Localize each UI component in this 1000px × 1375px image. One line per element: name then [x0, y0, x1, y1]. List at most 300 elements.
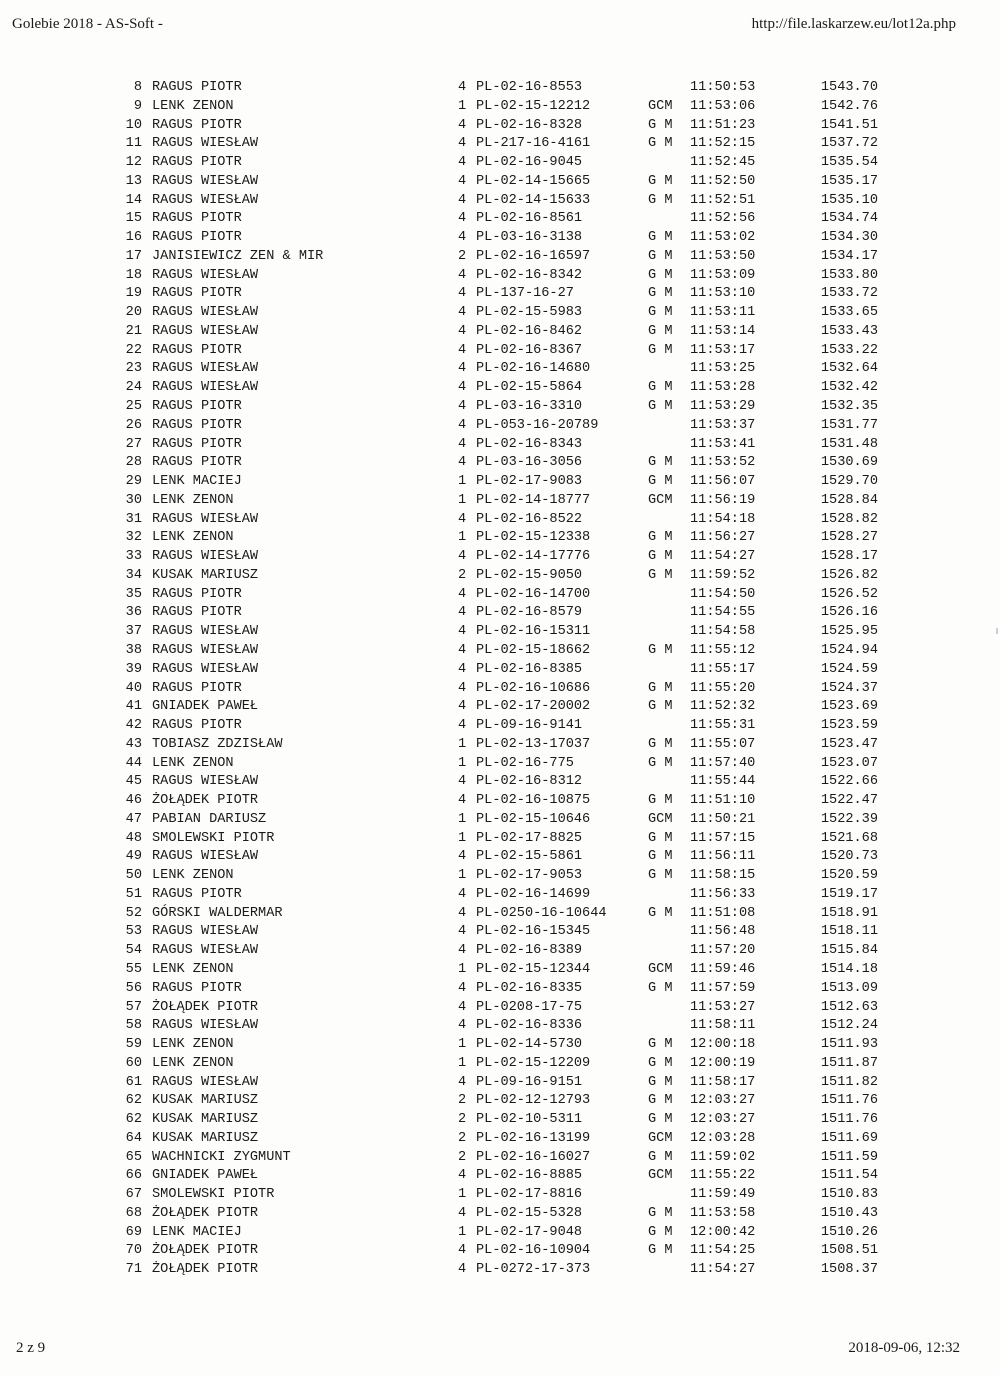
row-flag: G M — [648, 230, 673, 246]
row-arrival-time: 11:54:55 — [690, 605, 756, 621]
row-count: 4 — [458, 624, 467, 640]
row-position: 59 — [125, 1037, 142, 1053]
row-count: 2 — [458, 1130, 467, 1146]
row-flag: G M — [648, 905, 673, 921]
row-fancier-name: SMOLEWSKI PIOTR — [152, 830, 275, 846]
row-fancier-name: ŻOŁĄDEK PIOTR — [152, 793, 259, 809]
row-position: 57 — [125, 999, 142, 1015]
row-speed: 1523.59 — [820, 718, 878, 734]
table-row — [0, 736, 1000, 755]
row-arrival-time: 11:52:45 — [690, 155, 756, 171]
row-position: 19 — [125, 286, 142, 302]
row-arrival-time: 11:51:23 — [690, 117, 756, 133]
row-flag: G M — [648, 549, 673, 565]
row-ring-number: PL-02-16-8579 — [476, 605, 583, 621]
row-arrival-time: 11:52:51 — [690, 192, 756, 208]
row-count: 4 — [458, 718, 467, 734]
row-ring-number: PL-02-15-5861 — [476, 849, 583, 865]
table-row — [0, 529, 1000, 548]
row-count: 4 — [458, 342, 467, 358]
row-ring-number: PL-02-16-16597 — [476, 248, 591, 264]
row-count: 4 — [458, 267, 467, 283]
row-count: 4 — [458, 192, 467, 208]
row-count: 1 — [458, 1037, 467, 1053]
row-flag: GCM — [648, 1130, 673, 1146]
row-speed: 1528.82 — [820, 511, 878, 527]
row-flag: G M — [648, 305, 673, 321]
row-arrival-time: 11:59:49 — [690, 1187, 756, 1203]
row-count: 4 — [458, 436, 467, 452]
row-arrival-time: 11:52:56 — [690, 211, 756, 227]
table-row — [0, 642, 1000, 661]
row-speed: 1508.37 — [820, 1262, 878, 1278]
row-ring-number: PL-02-17-9083 — [476, 474, 583, 490]
row-fancier-name: RAGUS PIOTR — [152, 980, 242, 996]
row-flag: G M — [648, 173, 673, 189]
row-fancier-name: RAGUS WIESŁAW — [152, 849, 259, 865]
row-flag: G M — [648, 755, 673, 771]
row-ring-number: PL-02-15-12212 — [476, 98, 591, 114]
row-position: 49 — [125, 849, 142, 865]
row-flag: G M — [648, 380, 673, 396]
table-row — [0, 773, 1000, 792]
row-position: 46 — [125, 793, 142, 809]
row-arrival-time: 11:55:44 — [690, 774, 756, 790]
row-count: 4 — [458, 793, 467, 809]
row-ring-number: PL-03-16-3310 — [476, 399, 583, 415]
row-ring-number: PL-02-14-17776 — [476, 549, 591, 565]
row-count: 1 — [458, 736, 467, 752]
row-ring-number: PL-02-16-8385 — [476, 661, 583, 677]
row-position: 36 — [125, 605, 142, 621]
row-flag: G M — [648, 117, 673, 133]
row-position: 9 — [133, 98, 142, 114]
row-fancier-name: RAGUS PIOTR — [152, 155, 242, 171]
row-speed: 1530.69 — [820, 455, 878, 471]
row-ring-number: PL-02-16-14680 — [476, 361, 591, 377]
row-speed: 1528.84 — [820, 492, 878, 508]
table-row — [0, 210, 1000, 229]
table-row — [0, 755, 1000, 774]
row-position: 50 — [125, 868, 142, 884]
row-speed: 1534.30 — [820, 230, 878, 246]
row-arrival-time: 11:58:15 — [690, 868, 756, 884]
row-flag: GCM — [648, 98, 673, 114]
row-ring-number: PL-02-16-775 — [476, 755, 574, 771]
table-row — [0, 98, 1000, 117]
row-speed: 1519.17 — [820, 886, 878, 902]
row-speed: 1512.63 — [820, 999, 878, 1015]
row-count: 4 — [458, 305, 467, 321]
row-fancier-name: RAGUS WIESŁAW — [152, 267, 259, 283]
row-count: 2 — [458, 1149, 467, 1165]
table-row — [0, 79, 1000, 98]
row-arrival-time: 12:03:27 — [690, 1112, 756, 1128]
row-ring-number: PL-02-15-9050 — [476, 567, 583, 583]
row-ring-number: PL-02-15-10646 — [476, 811, 591, 827]
table-row — [0, 867, 1000, 886]
row-flag: G M — [648, 868, 673, 884]
row-speed: 1543.70 — [820, 80, 878, 95]
row-fancier-name: GNIADEK PAWEŁ — [152, 699, 259, 715]
row-count: 4 — [458, 642, 467, 658]
row-flag: G M — [648, 1074, 673, 1090]
row-fancier-name: KUSAK MARIUSZ — [152, 1130, 259, 1146]
row-ring-number: PL-02-16-9045 — [476, 155, 583, 171]
row-ring-number: PL-02-15-18662 — [476, 642, 591, 658]
row-ring-number: PL-02-16-8462 — [476, 323, 583, 339]
row-fancier-name: LENK ZENON — [152, 1037, 234, 1053]
row-speed: 1511.59 — [820, 1149, 878, 1165]
row-speed: 1511.87 — [820, 1055, 878, 1071]
table-row — [0, 454, 1000, 473]
row-arrival-time: 11:51:10 — [690, 793, 756, 809]
row-fancier-name: TOBIASZ ZDZISŁAW — [152, 736, 283, 752]
row-arrival-time: 11:53:10 — [690, 286, 756, 302]
row-count: 2 — [458, 1112, 467, 1128]
row-position: 69 — [125, 1224, 142, 1240]
row-count: 4 — [458, 417, 467, 433]
row-fancier-name: RAGUS PIOTR — [152, 230, 242, 246]
row-speed: 1518.91 — [820, 905, 878, 921]
row-speed: 1526.52 — [820, 586, 878, 602]
table-row — [0, 717, 1000, 736]
row-ring-number: PL-02-16-8522 — [476, 511, 583, 527]
row-position: 18 — [125, 267, 142, 283]
row-speed: 1534.74 — [820, 211, 878, 227]
row-ring-number: PL-02-16-15311 — [476, 624, 591, 640]
row-arrival-time: 11:56:48 — [690, 924, 756, 940]
row-fancier-name: RAGUS PIOTR — [152, 342, 242, 358]
row-position: 71 — [125, 1262, 142, 1278]
table-row — [0, 1261, 1000, 1280]
table-row — [0, 1186, 1000, 1205]
row-count: 4 — [458, 905, 467, 921]
row-position: 65 — [125, 1149, 142, 1165]
row-position: 43 — [125, 736, 142, 752]
table-row — [0, 886, 1000, 905]
row-flag: G M — [648, 793, 673, 809]
row-position: 11 — [125, 136, 142, 152]
row-position: 62 — [125, 1093, 142, 1109]
row-ring-number: PL-02-15-5328 — [476, 1205, 583, 1221]
row-position: 61 — [125, 1074, 142, 1090]
row-position: 27 — [125, 436, 142, 452]
table-row — [0, 604, 1000, 623]
row-position: 10 — [125, 117, 142, 133]
row-position: 17 — [125, 248, 142, 264]
row-speed: 1510.83 — [820, 1187, 878, 1203]
row-flag: GCM — [648, 811, 673, 827]
row-ring-number: PL-02-16-10875 — [476, 793, 591, 809]
row-position: 60 — [125, 1055, 142, 1071]
table-row — [0, 492, 1000, 511]
row-arrival-time: 11:53:37 — [690, 417, 756, 433]
row-count: 1 — [458, 830, 467, 846]
row-position: 68 — [125, 1205, 142, 1221]
row-count: 4 — [458, 1243, 467, 1259]
table-row — [0, 1149, 1000, 1168]
row-fancier-name: LENK ZENON — [152, 755, 234, 771]
row-count: 4 — [458, 680, 467, 696]
table-row — [0, 323, 1000, 342]
row-count: 4 — [458, 211, 467, 227]
row-speed: 1522.47 — [820, 793, 878, 809]
row-fancier-name: LENK ZENON — [152, 961, 234, 977]
row-position: 8 — [133, 80, 142, 95]
table-row — [0, 511, 1000, 530]
table-row — [0, 304, 1000, 323]
row-ring-number: PL-053-16-20789 — [476, 417, 599, 433]
page-header-url: http://file.laskarzew.eu/lot12a.php — [751, 16, 956, 32]
row-speed: 1533.43 — [820, 323, 878, 339]
row-flag: G M — [648, 323, 673, 339]
row-flag: G M — [648, 642, 673, 658]
table-row — [0, 942, 1000, 961]
row-ring-number: PL-02-12-12793 — [476, 1093, 591, 1109]
row-flag: G M — [648, 1055, 673, 1071]
row-fancier-name: RAGUS PIOTR — [152, 455, 242, 471]
row-arrival-time: 11:55:31 — [690, 718, 756, 734]
row-flag: G M — [648, 699, 673, 715]
table-row — [0, 1055, 1000, 1074]
row-count: 4 — [458, 1018, 467, 1034]
table-row — [0, 1242, 1000, 1261]
row-arrival-time: 11:55:07 — [690, 736, 756, 752]
row-ring-number: PL-217-16-4161 — [476, 136, 591, 152]
row-count: 1 — [458, 961, 467, 977]
row-arrival-time: 11:50:53 — [690, 80, 756, 95]
row-ring-number: PL-02-16-10686 — [476, 680, 591, 696]
row-position: 53 — [125, 924, 142, 940]
row-ring-number: PL-02-15-12338 — [476, 530, 591, 546]
row-speed: 1523.07 — [820, 755, 878, 771]
row-fancier-name: RAGUS WIESŁAW — [152, 173, 259, 189]
row-speed: 1541.51 — [820, 117, 878, 133]
row-arrival-time: 11:59:46 — [690, 961, 756, 977]
row-speed: 1524.94 — [820, 642, 878, 658]
table-row — [0, 567, 1000, 586]
table-row — [0, 473, 1000, 492]
row-flag: G M — [648, 474, 673, 490]
row-fancier-name: LENK ZENON — [152, 1055, 234, 1071]
row-arrival-time: 11:54:58 — [690, 624, 756, 640]
row-arrival-time: 11:52:32 — [690, 699, 756, 715]
row-speed: 1518.11 — [820, 924, 878, 940]
row-position: 15 — [125, 211, 142, 227]
row-position: 58 — [125, 1018, 142, 1034]
table-row — [0, 360, 1000, 379]
row-count: 4 — [458, 323, 467, 339]
row-position: 30 — [125, 492, 142, 508]
row-speed: 1533.22 — [820, 342, 878, 358]
row-flag: G M — [648, 1093, 673, 1109]
row-arrival-time: 11:55:22 — [690, 1168, 756, 1184]
row-arrival-time: 11:52:15 — [690, 136, 756, 152]
row-position: 54 — [125, 943, 142, 959]
table-row — [0, 1111, 1000, 1130]
row-arrival-time: 11:57:15 — [690, 830, 756, 846]
row-flag: G M — [648, 399, 673, 415]
table-row — [0, 999, 1000, 1018]
row-count: 4 — [458, 886, 467, 902]
row-count: 4 — [458, 924, 467, 940]
table-row — [0, 285, 1000, 304]
table-row — [0, 905, 1000, 924]
row-flag: G M — [648, 830, 673, 846]
row-ring-number: PL-02-15-5983 — [476, 305, 583, 321]
print-datetime: 2018-09-06, 12:32 — [848, 1340, 960, 1356]
table-row — [0, 1036, 1000, 1055]
row-count: 1 — [458, 530, 467, 546]
row-speed: 1510.43 — [820, 1205, 878, 1221]
row-flag: G M — [648, 286, 673, 302]
row-count: 4 — [458, 605, 467, 621]
table-row — [0, 135, 1000, 154]
row-position: 33 — [125, 549, 142, 565]
row-arrival-time: 12:00:18 — [690, 1037, 756, 1053]
row-speed: 1523.47 — [820, 736, 878, 752]
page-header-title: Golebie 2018 - AS-Soft - — [12, 16, 163, 32]
row-fancier-name: RAGUS WIESŁAW — [152, 136, 259, 152]
row-position: 52 — [125, 905, 142, 921]
row-arrival-time: 11:53:28 — [690, 380, 756, 396]
row-ring-number: PL-02-16-15345 — [476, 924, 591, 940]
row-position: 67 — [125, 1187, 142, 1203]
row-fancier-name: RAGUS WIESŁAW — [152, 661, 259, 677]
row-flag: G M — [648, 1112, 673, 1128]
row-position: 64 — [125, 1130, 142, 1146]
row-position: 66 — [125, 1168, 142, 1184]
row-speed: 1521.68 — [820, 830, 878, 846]
row-ring-number: PL-09-16-9151 — [476, 1074, 583, 1090]
row-arrival-time: 11:53:27 — [690, 999, 756, 1015]
row-arrival-time: 11:59:52 — [690, 567, 756, 583]
row-fancier-name: RAGUS PIOTR — [152, 117, 242, 133]
row-count: 1 — [458, 868, 467, 884]
row-count: 4 — [458, 1205, 467, 1221]
table-row — [0, 1092, 1000, 1111]
row-ring-number: PL-0272-17-373 — [476, 1262, 591, 1278]
scan-edge-mark — [996, 628, 998, 634]
table-row — [0, 417, 1000, 436]
row-speed: 1515.84 — [820, 943, 878, 959]
row-fancier-name: RAGUS PIOTR — [152, 605, 242, 621]
table-row — [0, 1130, 1000, 1149]
table-row — [0, 830, 1000, 849]
row-arrival-time: 11:52:50 — [690, 173, 756, 189]
row-arrival-time: 11:54:25 — [690, 1243, 756, 1259]
row-position: 23 — [125, 361, 142, 377]
row-speed: 1513.09 — [820, 980, 878, 996]
row-speed: 1511.54 — [820, 1168, 878, 1184]
row-flag: G M — [648, 248, 673, 264]
row-position: 55 — [125, 961, 142, 977]
row-fancier-name: ŻOŁĄDEK PIOTR — [152, 1205, 259, 1221]
row-count: 4 — [458, 399, 467, 415]
row-fancier-name: RAGUS WIESŁAW — [152, 1074, 259, 1090]
row-flag: G M — [648, 980, 673, 996]
row-count: 4 — [458, 155, 467, 171]
row-count: 4 — [458, 661, 467, 677]
row-speed: 1533.72 — [820, 286, 878, 302]
row-flag: G M — [648, 736, 673, 752]
row-fancier-name: ŻOŁĄDEK PIOTR — [152, 1243, 259, 1259]
row-count: 4 — [458, 455, 467, 471]
row-ring-number: PL-02-16-8367 — [476, 342, 583, 358]
row-speed: 1533.80 — [820, 267, 878, 283]
row-arrival-time: 11:53:06 — [690, 98, 756, 114]
row-fancier-name: RAGUS WIESŁAW — [152, 642, 259, 658]
row-ring-number: PL-0250-16-10644 — [476, 905, 607, 921]
row-position: 25 — [125, 399, 142, 415]
row-count: 4 — [458, 117, 467, 133]
row-ring-number: PL-0208-17-75 — [476, 999, 583, 1015]
row-fancier-name: RAGUS WIESŁAW — [152, 624, 259, 640]
row-ring-number: PL-03-16-3056 — [476, 455, 583, 471]
row-position: 45 — [125, 774, 142, 790]
row-arrival-time: 11:53:41 — [690, 436, 756, 452]
row-flag: GCM — [648, 961, 673, 977]
row-arrival-time: 11:56:07 — [690, 474, 756, 490]
row-arrival-time: 11:57:59 — [690, 980, 756, 996]
row-position: 35 — [125, 586, 142, 602]
row-fancier-name: RAGUS PIOTR — [152, 80, 242, 95]
row-arrival-time: 11:53:50 — [690, 248, 756, 264]
row-arrival-time: 11:53:29 — [690, 399, 756, 415]
row-ring-number: PL-02-16-10904 — [476, 1243, 591, 1259]
row-arrival-time: 11:53:58 — [690, 1205, 756, 1221]
row-ring-number: PL-02-16-14700 — [476, 586, 591, 602]
row-arrival-time: 12:00:19 — [690, 1055, 756, 1071]
row-flag: G M — [648, 1243, 673, 1259]
table-row — [0, 698, 1000, 717]
row-position: 22 — [125, 342, 142, 358]
row-speed: 1522.66 — [820, 774, 878, 790]
row-fancier-name: GÓRSKI WALDERMAR — [152, 905, 283, 921]
row-arrival-time: 11:59:02 — [690, 1149, 756, 1165]
row-count: 4 — [458, 286, 467, 302]
row-speed: 1525.95 — [820, 624, 878, 640]
row-speed: 1535.10 — [820, 192, 878, 208]
row-arrival-time: 11:54:27 — [690, 549, 756, 565]
row-speed: 1532.42 — [820, 380, 878, 396]
row-speed: 1535.54 — [820, 155, 878, 171]
row-flag: G M — [648, 1224, 673, 1240]
row-count: 4 — [458, 980, 467, 996]
row-count: 1 — [458, 474, 467, 490]
table-row — [0, 1017, 1000, 1036]
table-row — [0, 980, 1000, 999]
row-fancier-name: LENK ZENON — [152, 530, 234, 546]
row-count: 1 — [458, 755, 467, 771]
row-fancier-name: RAGUS WIESŁAW — [152, 924, 259, 940]
row-speed: 1522.39 — [820, 811, 878, 827]
row-position: 38 — [125, 642, 142, 658]
row-position: 34 — [125, 567, 142, 583]
row-count: 1 — [458, 811, 467, 827]
row-fancier-name: ŻOŁĄDEK PIOTR — [152, 1262, 259, 1278]
row-position: 21 — [125, 323, 142, 339]
row-count: 4 — [458, 774, 467, 790]
row-position: 13 — [125, 173, 142, 189]
row-ring-number: PL-02-14-15665 — [476, 173, 591, 189]
table-row — [0, 267, 1000, 286]
row-fancier-name: RAGUS PIOTR — [152, 886, 242, 902]
row-fancier-name: RAGUS WIESŁAW — [152, 1018, 259, 1034]
row-arrival-time: 11:53:14 — [690, 323, 756, 339]
table-row — [0, 398, 1000, 417]
